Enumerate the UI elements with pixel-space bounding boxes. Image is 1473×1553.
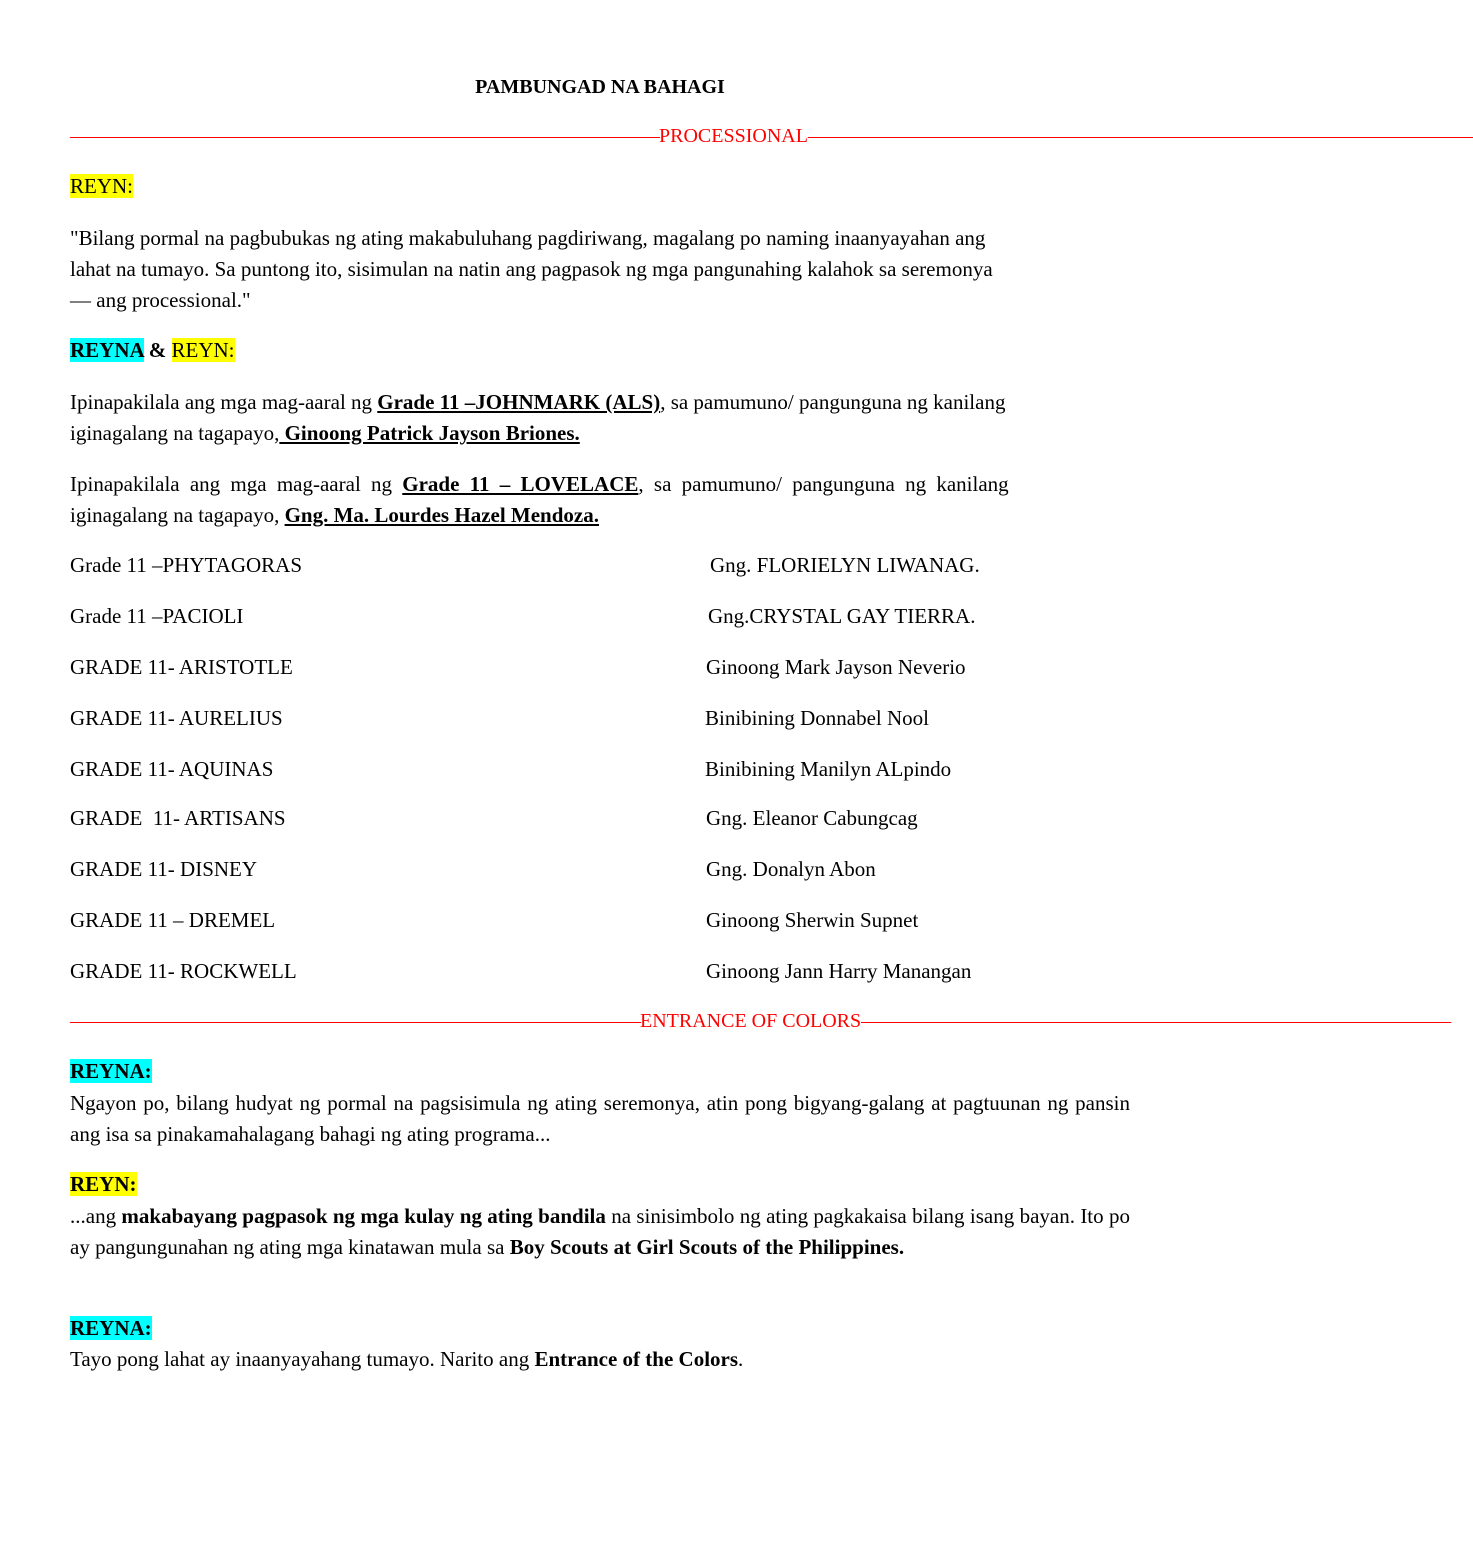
roster-section: GRADE 11- ARISTOTLE [70, 655, 293, 679]
p3-pre: Tayo pong lahat ay inaanyayahang tumayo. Narito ang [70, 1347, 535, 1371]
roster-adviser: Binibining Manilyn ALpindo [705, 757, 952, 781]
speaker-reyna: REYNA [70, 338, 144, 362]
lovelace-section: Grade 11 – LOVELACE [402, 472, 639, 496]
roster-section: Grade 11 –PHYTAGORAS [70, 553, 303, 577]
divider-dashes: ——————————————————————————————— [861, 1010, 1451, 1032]
speaker-reyna: REYNA: [70, 1316, 152, 1340]
roster-section: GRADE 11- AURELIUS [70, 706, 283, 730]
speaker-label-reyna-1 [70, 1057, 152, 1085]
roster-section: GRADE 11 – DREMEL [70, 908, 276, 932]
speaker-reyn: REYN: [70, 1172, 137, 1196]
divider-dashes: ——————————————————————————————————— [807, 125, 1473, 147]
roster-section: GRADE 11- ROCKWELL [70, 959, 297, 983]
johnmark-section: Grade 11 –JOHNMARK (ALS) [377, 390, 661, 414]
lovelace-adviser: Gng. Ma. Lourdes Hazel Mendoza. [284, 503, 599, 527]
johnmark-line-1 [70, 388, 1005, 416]
speaker-label-reyn-2 [70, 1170, 137, 1198]
section-divider-processional [70, 122, 1473, 150]
section-label-colors: ENTRANCE OF COLORS [640, 1010, 862, 1032]
johnmark-line2-pre: iginagalang na tagapayo, [70, 421, 280, 445]
speaker-reyna: REYNA: [70, 1059, 152, 1083]
colors-paragraph-2 [70, 1201, 1130, 1263]
roster-section: GRADE 11- ARTISANS [70, 806, 286, 830]
speaker-reyn: REYN: [171, 338, 235, 362]
speaker-amp: & [143, 338, 172, 362]
johnmark-mid: , sa pamumuno/ pangunguna ng kanilang [660, 390, 1006, 414]
intro-line-1: "Bilang pormal na pagbubukas ng ating makabuluhang pagdiriwang, magalang po naming inaanyayahan ang [70, 226, 986, 250]
speaker-label-reyna-reyn [70, 336, 235, 364]
roster-adviser: Gng. Eleanor Cabungcag [706, 806, 918, 830]
lovelace-line-1 [70, 470, 1009, 498]
roster-adviser: Gng.CRYSTAL GAY TIERRA. [708, 604, 976, 628]
section-label-processional: PROCESSIONAL [659, 125, 808, 147]
p2-pre: ...ang [70, 1204, 122, 1228]
roster-adviser: Ginoong Jann Harry Manangan [706, 959, 972, 983]
page-title: PAMBUNGAD NA BAHAGI [475, 76, 725, 98]
p2-bold2: Boy Scouts at Girl Scouts of the Philippines. [509, 1235, 905, 1259]
lovelace-line-2 [70, 501, 599, 529]
roster-adviser: Binibining Donnabel Nool [705, 706, 929, 730]
section-divider-colors [70, 1007, 1451, 1035]
divider-dashes: —————————————————————————————— [70, 1010, 640, 1032]
johnmark-adviser: Ginoong Patrick Jayson Briones. [279, 421, 580, 445]
roster-section: GRADE 11- AQUINAS [70, 757, 274, 781]
lovelace-mid: , sa pamumuno/ pangunguna ng kanilang [638, 472, 1009, 496]
johnmark-line-2 [70, 419, 580, 447]
roster-adviser: Ginoong Sherwin Supnet [706, 908, 919, 932]
p3-post: . [738, 1347, 744, 1371]
p2-bold: makabayang pagpasok ng mga kulay ng ating bandila [121, 1204, 606, 1228]
speaker-label-reyn [70, 172, 133, 200]
speaker-reyn: REYN: [70, 174, 133, 198]
intro-line-2: lahat na tumayo. Sa puntong ito, sisimulan na natin ang pagpasok ng mga pangunahing kalahok sa seremonya [70, 257, 993, 281]
lovelace-pre: Ipinapakilala ang mga mag-aaral ng [70, 472, 403, 496]
intro-line-3: — ang processional." [70, 288, 251, 312]
speaker-label-reyna-2 [70, 1314, 152, 1342]
lovelace-line2-pre: iginagalang na tagapayo, [70, 503, 285, 527]
roster-adviser: Ginoong Mark Jayson Neverio [706, 655, 966, 679]
roster-section: GRADE 11- DISNEY [70, 857, 258, 881]
roster-adviser: Gng. Donalyn Abon [706, 857, 876, 881]
divider-dashes: ——————————————————————————————— [70, 125, 659, 147]
p3-bold: Entrance of the Colors [534, 1347, 739, 1371]
roster-adviser: Gng. FLORIELYN LIWANAG. [710, 553, 980, 577]
johnmark-pre: Ipinapakilala ang mga mag-aaral ng [70, 390, 378, 414]
colors-paragraph-1: Ngayon po, bilang hudyat ng pormal na pagsisimula ng ating seremonya, atin pong bigyang-galang at pagtuunan ng pansin ang isa sa pinakamahalagang bahagi ng ating programa... [70, 1091, 1130, 1146]
roster-section: Grade 11 –PACIOLI [70, 604, 244, 628]
colors-paragraph-3 [70, 1345, 743, 1373]
p2-mid: na sinisimbolo ng ating pagkakaisa bilang isang bayan. Ito po ay pangungunahan ng ating mga kinatawan mula sa [70, 1204, 1130, 1259]
